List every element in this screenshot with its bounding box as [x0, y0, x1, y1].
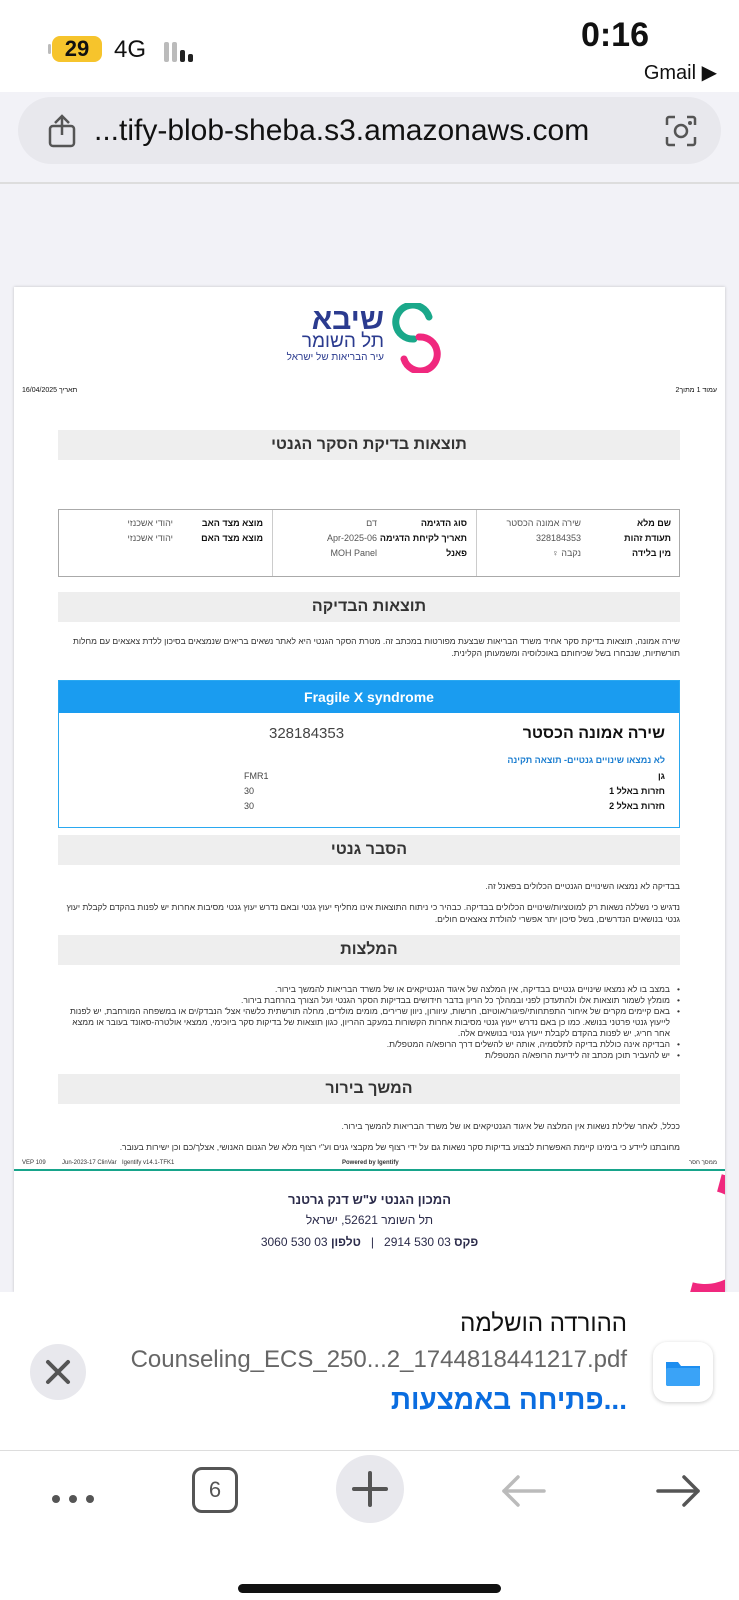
new-tab-button[interactable] — [336, 1455, 404, 1523]
genetic-text-2: נדגיש כי נשללה נשאות רק למוטציות/שינויים הכלולים בבדיקה. כבהיר כי ניתוח התוצאות אינו מחליף יעוץ גנטי ובאם נדרש יעוץ גנטי מסיבות אחרות יש לפנות בהקדם לקבלת יעוץ גנטי בנושאים הנדרשים, בשל סיכון יתר אפשרי להולדת צאצאים חולים. — [66, 902, 680, 924]
close-download-button[interactable] — [30, 1344, 86, 1400]
followup-text-1: ככלל, לאחר שלילת נשאות אין המלצה של איגוד הגנטיקאים או של משרד הבריאות להמשך בירור. — [341, 1121, 680, 1131]
report-date: תאריך 16/04/2025 — [22, 387, 78, 394]
info-separator — [476, 510, 477, 576]
status-bar — [0, 0, 739, 92]
close-icon — [30, 1344, 86, 1400]
gene-label: גן — [657, 771, 665, 781]
institute-address: תל השומר 52621, ישראל — [305, 1213, 434, 1227]
patient-info-box — [58, 509, 680, 577]
results-title: תוצאות הבדיקה — [58, 592, 680, 622]
list-item: • במצב בו לא נמצאו שינויים גנטיים בבדיקה, אין המלצה של איגוד הגנטיקאים או של משרד הבריאות להמשך בירור. — [58, 984, 680, 995]
result-status: לא נמצאו שינויים גנטיים- תוצאה תקינה — [507, 755, 665, 765]
logo-subtitle: תל השומר — [301, 331, 384, 352]
logo-tagline: עיר הבריאות של ישראל — [286, 352, 384, 363]
tab-switcher-button[interactable]: 6 — [192, 1467, 238, 1513]
institute-contact: פקס 03 530 2914 | טלפון 03 530 3060 — [260, 1235, 479, 1249]
battery-indicator: 29 — [52, 36, 102, 62]
open-with-link[interactable]: פתיחה באמצעות... — [390, 1384, 627, 1415]
folder-icon — [653, 1342, 713, 1402]
allele2-label: חזרות באלל 2 — [609, 801, 665, 811]
download-filename: Counseling_ECS_250...2_1744818441217.pdf — [130, 1346, 627, 1373]
signal-icon — [164, 40, 204, 62]
download-banner — [0, 1292, 739, 1450]
clock: 0:16 — [580, 16, 649, 54]
info-col-sample: סוג הדגימה דם תאריך לקיחת הדגימה Apr-2025-06 פאנל MOH Panel — [326, 518, 467, 558]
list-item: • יש להעביר תוכן מכתב זה לידיעת הרופא/ה המטפל/ת — [58, 1050, 680, 1061]
plus-icon — [336, 1455, 404, 1523]
forward-arrow-icon[interactable] — [654, 1473, 702, 1509]
list-item: • באם קיימים מקרים של איחור התפתחותי/פיגור/אוטיזם, חרשות, עיוורון, ניוון שרירים, מומים מולדים, מחלה תורשתית כלשהי אצל' הנבדק/ים או במשפחה המורחבת, יש לפנות לייעוץ גנטי פרטני בנושא. כמו כן באם נדרש ייעוץ גנטי מסיבות אחרות הקשורות במעקב ההריון, כגון תוצאות של בדיקות סקר ביוכימי, ממצאי אולטרה-סאונד בעובר או ממצא אחר חריג, יש לפנות בהקדם לקבלת ייעוץ גנטי בנושאים אלה. — [58, 1006, 680, 1039]
download-status: ההורדה הושלמה — [460, 1310, 627, 1337]
results-text: שירה אמונה, תוצאות בדיקת סקר אחיד משרד הבריאות שבצעת מפורטות במכתב זה. מטרת הסקר הגנטי היא לאתר נשאים בריאים שנמצאים בסיכון ללדת צאצאים עם מחלות תורשתיות, שנבחרו בשל שכיחותם באוכלוסיה ומשמעותן הקלינית. — [72, 636, 680, 658]
fragile-x-card — [58, 680, 680, 828]
allele1-label: חזרות באלל 1 — [609, 786, 665, 796]
back-to-app-link[interactable]: Gmail ▶ — [643, 62, 717, 84]
network-type: 4G — [114, 36, 147, 63]
recommendations-list — [58, 984, 680, 1061]
followup-text-2: מחובתנו ליידע כי בימינו קיימת האפשרות לבצוע בדיקות סקר נשאות גם על ידי רצוף של מקבצי גנים וע"י רצוף מלא של הגנום האנושי, אצלך/כם וכן ישירות בעובר. — [119, 1142, 680, 1152]
info-col-origin: מוצא מצד האב יהודי אשכנזי מוצא מצד האם יהודי אשכנזי — [127, 518, 263, 543]
pdf-page[interactable]: שיבא תל השומר עיר הבריאות של ישראל עמוד 1 מתוך2 תאריך 16/04/2025 תוצאות בדיקת הסקר הגנטי שם מלא שירה אמונה הכסטר תעודת זהות 328184353 מין בלידה נקבה ♀ סוג הדגימה דם תאריך לקיחת הדגימה Apr-2025-06 פאנל MOH Panel מוצא מצד האב יהודי אשכנזי מוצא מצד האם יהודי אשכנזי תוצאות הבדיקה שירה אמונה, תוצאות בדיקת סקר אחיד משרד הבריאות שבצעת מפורטות במכתב זה. מטרת הסקר הגנטי היא לאתר נשאים בריאים שנמצאים בסיכון ללדת צאצאים עם מחלות תורשתיות, שנבחרו בשל שכיחותם באוכלוסיה ומשמעותן הקלינית. Fragile X syndrome שירה אמונה הכסטר 328184353 לא נמצאו שינויים גנטיים- תוצאה תקינה גן FMR1 חזרות באלל 1 30 חזרות באלל 2 30 הסבר גנטי בבדיקה לא נמצאו השינויים הגנטיים הכלולים בפאנל זה. נדגיש כי נשללה נשאות רק למוטציות/שינויים הכלולים בבדיקה. כבהיר כי ניתוח התוצאות אינו מחליף יעוץ גנטי ובאם נדרש יעוץ גנטי מסיבות אחרות יש לפנות בהקדם לקבלת יעוץ גנטי בנושאים הנדרשים, בשל סיכון יתר אפשרי להולדת צאצאים חולים. המלצות • במצב בו לא נמצאו שינויים גנטיים בבדיקה, אין המלצה של איגוד הגנטיקאים או של משרד הבריאות להמשך בירור. • מומלץ לשמור תוצאות אלו ולהתעדכן לפני ובמהלך כל הריון בדבר חידושים בבדיקות הסקר הגנטי ועל הצורך בהרחבת בירור. • באם קיימים מקרים של איחור התפתחותי/פיגור/אוטיזם, חרשות, עיוורון, ניוון שרירים, מומים מולדים, מחלה תורשתית כלשהי אצל' הנבדק/ים או במשפחה המורחבת, יש לפנות לייעוץ גנטי פרטני בנושא. כמו כן באם נדרש ייעוץ גנטי מסיבות אחרות הקשורות במעקב ההריון, כגון תוצאות של בדיקות סקר ביוכימי, ממצאי אולטרה-סאונד בעובר או ממצא אחר חריג, יש לפנות בהקדם לקבלת ייעוץ גנטי בנושאים אלה. • הבדיקה אינה כוללת בדיקה לתלסמיה, אותה יש להשלים דרך הרופא/ה המטפל/ת. • יש להעביר תוכן מכתב זה לידיעת הרופא/ה המטפל/ת המשך בירור ככלל, לאחר שלילת נשאות אין המלצה של איגוד הגנטיקאים או של משרד הבריאות להמשך בירור. מחובתנו ליידע כי בימינו קיימת האפשרות לבצוע בדיקות סקר נשאות גם על ידי רצוף של מקבצי גנים וע"י רצוף מלא של הגנום האנושי, אצלך/כם וכן ישירות בעובר. ממסך חסר Powered by Igentify Igentify v14.1-TFK1 Jun-2023-17 ClinVar 109 VEP המכון הגנטי ע"ש דנק גרטנר תל השומר 52621, ישראל פקס 03 530 2914 | טלפון 03 530 3060 — [14, 287, 725, 1292]
more-icon[interactable] — [48, 1489, 98, 1509]
address-bar[interactable] — [18, 97, 721, 164]
home-indicator[interactable] — [238, 1584, 501, 1593]
fragile-x-header: Fragile X syndrome — [59, 681, 679, 713]
footer-divider — [14, 1169, 725, 1171]
url-text[interactable]: ...tify-blob-sheba.s3.amazonaws.com — [94, 114, 590, 147]
followup-title: המשך בירור — [58, 1074, 680, 1104]
allele2-value: 30 — [244, 801, 255, 811]
patient-name: שירה אמונה הכסטר — [522, 725, 665, 742]
divider — [0, 182, 739, 184]
files-app-button[interactable] — [653, 1342, 713, 1402]
sheba-logo — [14, 297, 725, 377]
share-icon[interactable] — [44, 113, 80, 149]
sheba-s-icon — [389, 303, 444, 373]
institute-name: המכון הגנטי ע"ש דנק גרטנר — [287, 1192, 452, 1207]
logo-brand: שיבא — [311, 303, 384, 336]
report-title: תוצאות בדיקת הסקר הגנטי — [58, 430, 680, 460]
page-number: עמוד 1 מתוך2 — [675, 387, 717, 394]
genetic-text-1: בבדיקה לא נמצאו השינויים הגנטיים הכלולים בפאנל זה. — [485, 881, 680, 891]
allele1-value: 30 — [244, 786, 255, 796]
back-arrow-icon[interactable] — [500, 1473, 548, 1509]
lens-search-icon[interactable] — [663, 113, 699, 149]
genetic-explanation-title: הסבר גנטי — [58, 835, 680, 865]
list-item: • הבדיקה אינה כוללת בדיקה לתלסמיה, אותה יש להשלים דרך הרופא/ה המטפל/ת. — [58, 1039, 680, 1050]
recommendations-title: המלצות — [58, 935, 680, 965]
patient-id: 328184353 — [269, 725, 345, 742]
list-item: • מומלץ לשמור תוצאות אלו ולהתעדכן לפני ובמהלך כל הריון בדבר חידושים בבדיקות הסקר הגנטי ועל הצורך בהרחבת בירור. — [58, 995, 680, 1006]
gene-value: FMR1 — [244, 771, 269, 781]
info-separator — [272, 510, 273, 576]
bottom-toolbar — [0, 1451, 739, 1600]
info-col-patient: שם מלא שירה אמונה הכסטר תעודת זהות 328184353 מין בלידה נקבה ♀ — [506, 518, 671, 558]
